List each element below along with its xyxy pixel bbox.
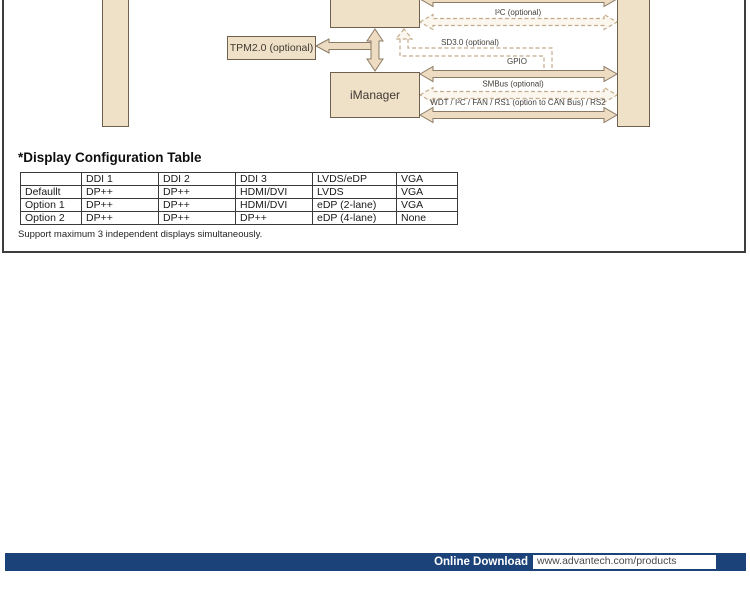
cell: DP++ [82,199,159,212]
header-cell: DDI 1 [82,173,159,186]
header-cell [21,173,82,186]
row-label: Defaullt [21,186,82,199]
cell: DP++ [82,212,159,225]
cell: None [397,212,458,225]
table-row [21,212,458,225]
row-label: Option 2 [21,212,82,225]
cell: eDP (4-lane) [313,212,397,225]
bus-label-wdt: WDT / I²C / FAN / RS1 (option to CAN Bus) / RS2 [430,98,606,107]
cell: DP++ [159,199,236,212]
table-row [21,186,458,199]
bus-label-sd3: SD3.0 (optional) [441,38,499,47]
cell: eDP (2-lane) [313,199,397,212]
table-footnote: Support maximum 3 independent displays simultaneously. [18,229,263,240]
top-block [330,0,420,28]
cell: HDMI/DVI [236,199,313,212]
display-configuration-table [20,172,458,225]
table-row [21,199,458,212]
row-label: Option 1 [21,199,82,212]
left-block [102,0,129,127]
bus-label-i2c: I²C (optional) [494,8,542,17]
cell: DP++ [159,186,236,199]
header-cell: DDI 2 [159,173,236,186]
display-table-title: *Display Configuration Table [18,150,202,165]
imanager-label: iManager [349,88,401,102]
bus-arrow-wdt [420,108,617,123]
header-cell: DDI 3 [236,173,313,186]
cell: VGA [397,186,458,199]
tpm-label: TPM2.0 (optional) [229,42,314,54]
bus-label-gpio: GPIO [506,57,528,66]
bus-arrow-top [420,0,617,7]
bus-label-smbus: SMBus (optional) [482,79,544,89]
cell: DP++ [159,212,236,225]
header-cell: LVDS/eDP [313,173,397,186]
right-block [617,0,650,127]
table-header-row [21,173,458,186]
cell: HDMI/DVI [236,186,313,199]
footer-bar [5,553,746,571]
header-cell: VGA [397,173,458,186]
cell: LVDS [313,186,397,199]
cell: VGA [397,199,458,212]
download-url[interactable]: www.advantech.com/products [533,555,716,569]
tpm-box [227,36,316,60]
sd3-arrowhead [396,29,412,39]
cell: DP++ [82,186,159,199]
imanager-box [330,72,420,118]
cell: DP++ [236,212,313,225]
online-download-label: Online Download [434,556,528,568]
